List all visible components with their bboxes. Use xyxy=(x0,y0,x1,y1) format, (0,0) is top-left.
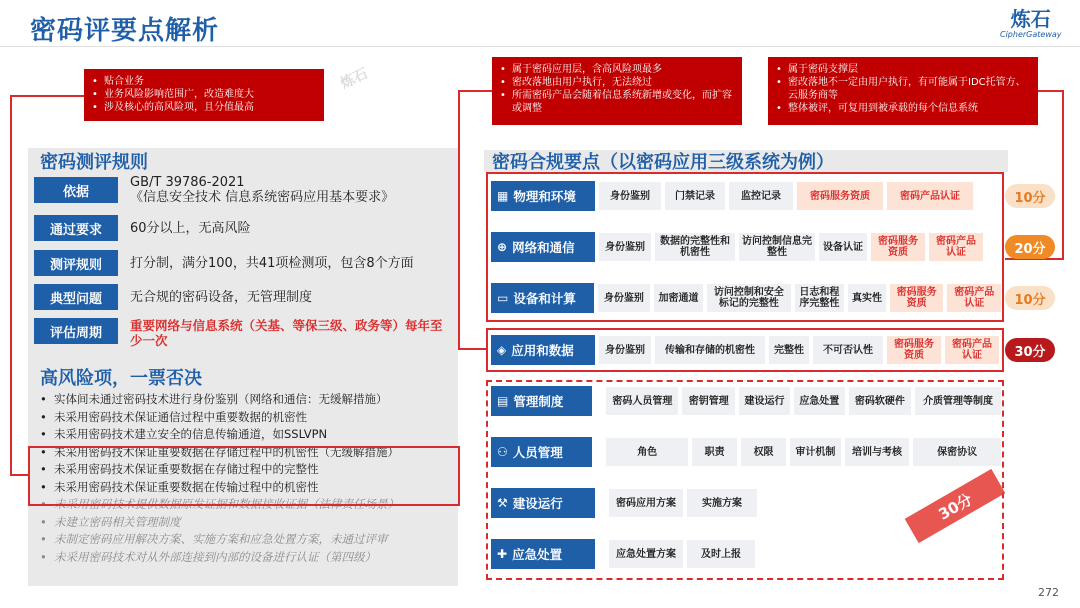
compliance-cell: 监控记录 xyxy=(729,182,793,210)
compliance-category-label: 管理制度 xyxy=(513,394,564,409)
connector-line xyxy=(458,348,488,350)
compliance-category xyxy=(491,386,592,416)
rule-row xyxy=(34,250,414,276)
rule-row xyxy=(34,318,448,348)
rule-row xyxy=(34,177,394,203)
compliance-category xyxy=(491,488,595,518)
compliance-category-label: 建设运行 xyxy=(512,496,563,511)
compliance-cell: 密码服务资质 xyxy=(890,284,944,312)
build-icon: ⚒ xyxy=(497,496,508,510)
compliance-cell: 真实性 xyxy=(848,284,886,312)
highrisk-item: • 未采用密码技术保证重要数据在存储过程中的机密性（无缓解措施） xyxy=(38,444,399,462)
page-title: 密码评要点解析 xyxy=(30,16,220,46)
compliance-cell: 保密协议 xyxy=(913,438,1001,466)
compliance-cell: 密码产品认证 xyxy=(947,284,1001,312)
compliance-category xyxy=(491,437,592,467)
rule-value: 重要网络与信息系统（关基、等保三级、政务等）每年至少一次 xyxy=(130,318,443,348)
score-badge: 10分 xyxy=(1005,184,1055,208)
callout-mid-item: • 密改落地由用户执行，无法绕过 xyxy=(512,76,734,89)
compliance-cell: 角色 xyxy=(606,438,688,466)
compliance-cell: 密码服务资质 xyxy=(797,182,883,210)
people-icon: ⚇ xyxy=(497,445,508,459)
logo-en: CipherGateway xyxy=(1000,30,1062,39)
highrisk-item: • 未采用密码技术保证通信过程中重要数据的机密性 xyxy=(38,409,399,427)
rule-value-line: GB/T 39786-2021 xyxy=(130,175,245,190)
rule-label: 依据 xyxy=(34,177,118,203)
compliance-cell: 密码人员管理 xyxy=(606,387,678,415)
callout-mid-item: • 属于密码应用层，含高风险项最多 xyxy=(512,63,734,76)
score-stamp: 30分 xyxy=(905,469,1006,543)
compliance-cell: 应急处置方案 xyxy=(609,540,683,568)
rule-label: 典型问题 xyxy=(34,284,118,310)
connector-line xyxy=(1062,90,1064,260)
watermark-logo: 炼石 xyxy=(338,65,371,93)
callout-left xyxy=(84,69,324,121)
connector-line xyxy=(458,90,460,350)
highrisk-item: • 未采用密码技术保证重要数据在传输过程中的机密性 xyxy=(38,479,399,497)
compliance-cell: 不可否认性 xyxy=(813,336,883,364)
emergency-icon: ✚ xyxy=(497,547,508,561)
compliance-category-label: 应急处置 xyxy=(512,547,563,562)
score-badge: 30分 xyxy=(1005,338,1055,362)
compliance-cell: 密码软硬件 xyxy=(849,387,911,415)
score-badge: 20分 xyxy=(1005,235,1055,259)
callout-right-item: • 密改落地不一定由用户执行，有可能属于IDC托管方、云服务商等 xyxy=(788,76,1030,102)
compliance-cell: 密码应用方案 xyxy=(609,489,683,517)
company-logo xyxy=(1000,8,1062,39)
highrisk-item: • 实体间未通过密码技术进行身份鉴别（网络和通信：无缓解措施） xyxy=(38,391,399,409)
callout-middle xyxy=(492,57,742,125)
compliance-cell: 身份鉴别 xyxy=(598,284,650,312)
highrisk-item: • 未采用密码技术保证重要数据在存储过程中的完整性 xyxy=(38,461,399,479)
layers-icon: ◈ xyxy=(497,343,507,357)
highrisk-item-gray: • 未采用密码技术提供数据原发证据和数据接收证据（法律责任场景） xyxy=(38,496,399,514)
compliance-cell: 密码服务资质 xyxy=(871,233,925,261)
compliance-cell: 培训与考核 xyxy=(845,438,909,466)
compliance-category xyxy=(491,232,595,262)
compliance-cell: 实施方案 xyxy=(687,489,757,517)
compliance-row xyxy=(491,179,1001,213)
compliance-category-label: 设备和计算 xyxy=(513,291,576,306)
compliance-cell: 密码服务资质 xyxy=(887,336,941,364)
rules-heading: 密码测评规则 xyxy=(40,152,148,173)
rule-label: 通过要求 xyxy=(34,215,118,241)
compliance-row xyxy=(491,333,1001,367)
compliance-cell: 密码产品认证 xyxy=(929,233,983,261)
rule-value: 60分以上，无高风险 xyxy=(130,220,251,236)
compliance-category xyxy=(491,181,595,211)
compliance-cell: 设备认证 xyxy=(819,233,867,261)
connector-line xyxy=(458,90,492,92)
compliance-row xyxy=(491,281,1001,315)
compliance-cell: 日志和程序完整性 xyxy=(795,284,845,312)
compliance-row xyxy=(491,384,1001,418)
compliance-cell: 访问控制和安全标记的完整性 xyxy=(707,284,790,312)
compliance-category-label: 网络和通信 xyxy=(512,240,575,255)
compliance-heading: 密码合规要点（以密码应用三级系统为例） xyxy=(492,152,834,173)
compliance-category-label: 物理和环境 xyxy=(513,189,576,204)
compliance-row xyxy=(491,537,1001,571)
connector-line xyxy=(10,474,28,476)
compliance-cell: 职责 xyxy=(692,438,737,466)
highrisk-item-gray: • 未建立密码相关管理制度 xyxy=(38,514,399,532)
connector-line xyxy=(1038,90,1064,92)
compliance-category-label: 应用和数据 xyxy=(511,343,574,358)
rule-row xyxy=(34,215,251,241)
highrisk-item-gray: • 未制定密码应用解决方案、实施方案和应急处置方案，未通过评审 xyxy=(38,531,399,549)
header-divider xyxy=(0,46,1080,47)
rule-label: 评估周期 xyxy=(34,318,118,344)
monitor-icon: ▭ xyxy=(497,291,509,305)
highrisk-item: • 未采用密码技术建立安全的信息传输通道，如SSLVPN xyxy=(38,426,399,444)
callout-right xyxy=(768,57,1038,125)
logo-cn: 炼石 xyxy=(1010,7,1051,31)
compliance-cell: 权限 xyxy=(741,438,786,466)
highrisk-heading: 高风险项，一票否决 xyxy=(40,368,202,389)
callout-left-item: • 业务风险影响范围广，改造难度大 xyxy=(104,88,316,101)
compliance-cell: 加密通道 xyxy=(654,284,704,312)
connector-line xyxy=(10,95,84,97)
compliance-cell: 密钥管理 xyxy=(682,387,735,415)
compliance-cell: 密码产品认证 xyxy=(887,182,973,210)
compliance-cell: 审计机制 xyxy=(790,438,841,466)
compliance-cell: 及时上报 xyxy=(687,540,755,568)
rule-value xyxy=(118,175,394,205)
compliance-cell: 身份鉴别 xyxy=(599,182,661,210)
compliance-cell: 介质管理等制度 xyxy=(915,387,1001,415)
callout-left-item: • 贴合业务 xyxy=(104,75,316,88)
rule-value: 无合规的密码设备，无管理制度 xyxy=(130,289,313,305)
callout-right-item: • 整体被评，可复用到被承载的每个信息系统 xyxy=(788,102,1030,115)
compliance-row xyxy=(491,435,1001,469)
highlight-frame xyxy=(28,446,460,506)
rule-row xyxy=(34,284,312,310)
compliance-cell: 身份鉴别 xyxy=(599,336,651,364)
rule-value-line: 《信息安全技术 信息系统密码应用基本要求》 xyxy=(130,190,395,205)
compliance-cell: 建设运行 xyxy=(739,387,790,415)
rule-value: 打分制，满分100，共41项检测项，包含8个方面 xyxy=(130,255,414,271)
compliance-category xyxy=(491,283,594,313)
callout-right-item: • 属于密码支撑层 xyxy=(788,63,1030,76)
score-badge: 10分 xyxy=(1005,286,1055,310)
compliance-cell: 数据的完整性和机密性 xyxy=(655,233,735,261)
compliance-cell: 应急处置 xyxy=(794,387,845,415)
building-icon: ▦ xyxy=(497,189,509,203)
globe-icon: ⊕ xyxy=(497,240,508,254)
callout-left-item: • 涉及核心的高风险项，且分值最高 xyxy=(104,101,316,114)
compliance-category xyxy=(491,539,595,569)
compliance-cell: 访问控制信息完整性 xyxy=(739,233,815,261)
callout-mid-item: • 所需密码产品会随着信息系统新增或变化，而扩容或调整 xyxy=(512,89,734,115)
page-number: 272 xyxy=(1038,586,1059,599)
compliance-cell: 传输和存储的机密性 xyxy=(655,336,765,364)
compliance-cell: 门禁记录 xyxy=(665,182,725,210)
highrisk-item-gray: • 未采用密码技术对从外部连接到内部的设备进行认证（第四级） xyxy=(38,549,399,567)
compliance-cell: 身份鉴别 xyxy=(599,233,651,261)
rule-label: 测评规则 xyxy=(34,250,118,276)
compliance-row xyxy=(491,230,1001,264)
connector-line xyxy=(10,95,12,475)
document-icon: ▤ xyxy=(497,394,509,408)
compliance-cell: 密码产品认证 xyxy=(945,336,999,364)
compliance-cell: 完整性 xyxy=(769,336,809,364)
compliance-category-label: 人员管理 xyxy=(512,445,563,460)
compliance-category xyxy=(491,335,595,365)
